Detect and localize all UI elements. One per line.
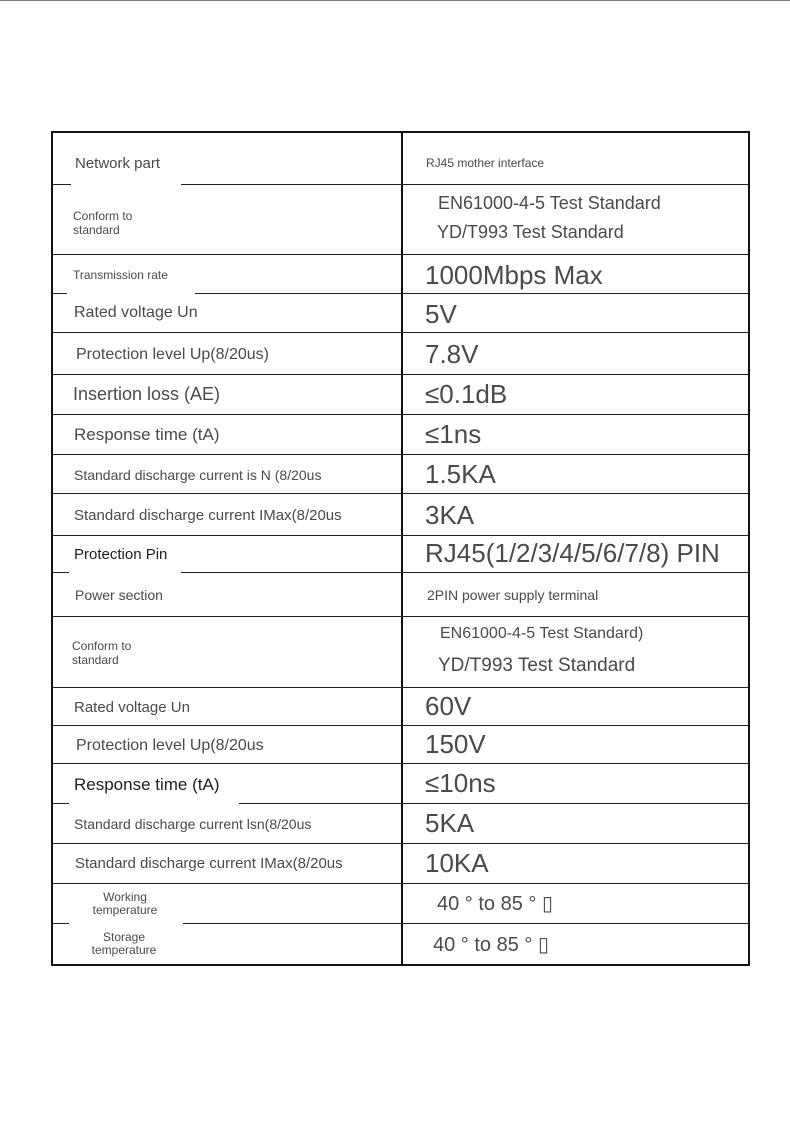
- spec-value: 3KA: [425, 500, 475, 530]
- spec-label: Rated voltage Un: [74, 304, 198, 321]
- table-row: [53, 884, 748, 924]
- spec-label: Protection level Up(8/20us: [76, 737, 264, 754]
- spec-value: 60V: [425, 691, 472, 721]
- table-row: [53, 375, 748, 415]
- table-row: [53, 924, 748, 964]
- spec-value-secondary: YD/T993 Test Standard: [438, 655, 636, 676]
- spec-label: Network part: [75, 155, 161, 172]
- spec-value: 1000Mbps Max: [425, 260, 603, 290]
- table-row: [53, 536, 748, 573]
- spec-value-secondary: YD/T993 Test Standard: [437, 222, 624, 242]
- spec-value: RJ45 mother interface: [426, 156, 545, 170]
- table-row: [53, 294, 748, 333]
- table-row: [53, 494, 748, 536]
- spec-label: Working temperature: [92, 890, 158, 917]
- spec-table: [51, 131, 750, 966]
- spec-value: 5KA: [425, 808, 475, 838]
- table-row: [53, 185, 748, 255]
- spec-value: RJ45(1/2/3/4/5/6/7/8) PIN: [425, 538, 720, 568]
- spec-value: 2PIN power supply terminal: [427, 587, 599, 603]
- spec-value: 7.8V: [425, 339, 479, 369]
- table-row: [53, 688, 748, 726]
- spec-label: Standard discharge current IMax(8/20us: [75, 855, 343, 872]
- spec-label: Standard discharge current lsn(8/20us: [74, 816, 312, 832]
- spec-value: 5V: [425, 299, 457, 329]
- top-rule: [0, 0, 790, 1]
- spec-label: Standard discharge current is N (8/20us: [74, 467, 322, 483]
- spec-label: Standard discharge current IMax(8/20us: [74, 507, 342, 524]
- spec-label: Insertion loss (AE): [73, 384, 221, 404]
- spec-value: ≤1ns: [425, 419, 482, 449]
- table-row: [53, 804, 748, 844]
- spec-label: Protection Pin: [74, 546, 168, 563]
- spec-label: Storage temperature: [91, 930, 157, 957]
- table-row: [53, 333, 748, 375]
- spec-value: 40 ° to 85 ° ▯: [433, 934, 549, 956]
- table-row: [53, 455, 748, 494]
- spec-label: Rated voltage Un: [74, 699, 190, 716]
- spec-value: 40 ° to 85 ° ▯: [437, 893, 553, 915]
- table-row: [53, 764, 748, 804]
- spec-value: EN61000-4-5 Test Standard): [440, 625, 644, 642]
- table-row: [53, 133, 748, 185]
- table-row: [53, 726, 748, 764]
- table-row: [53, 255, 748, 294]
- table-row: [53, 415, 748, 455]
- spec-label: Transmission rate: [73, 268, 168, 282]
- spec-label: Conform to standard: [72, 639, 132, 667]
- spec-value: ≤10ns: [425, 768, 496, 798]
- spec-label: Conform to standard: [73, 209, 133, 237]
- spec-value: ≤0.1dB: [425, 379, 508, 409]
- spec-label: Power section: [75, 587, 163, 603]
- spec-label: Response time (tA): [74, 775, 220, 794]
- spec-value: 150V: [425, 729, 486, 759]
- spec-value: 1.5KA: [425, 459, 496, 489]
- spec-label: Protection level Up(8/20us): [76, 346, 269, 363]
- table-row: [53, 844, 748, 884]
- spec-value: 10KA: [425, 848, 489, 878]
- spec-value: EN61000-4-5 Test Standard: [438, 193, 661, 213]
- table-row: [53, 573, 748, 617]
- spec-label: Response time (tA): [74, 425, 220, 444]
- table-row: [53, 617, 748, 688]
